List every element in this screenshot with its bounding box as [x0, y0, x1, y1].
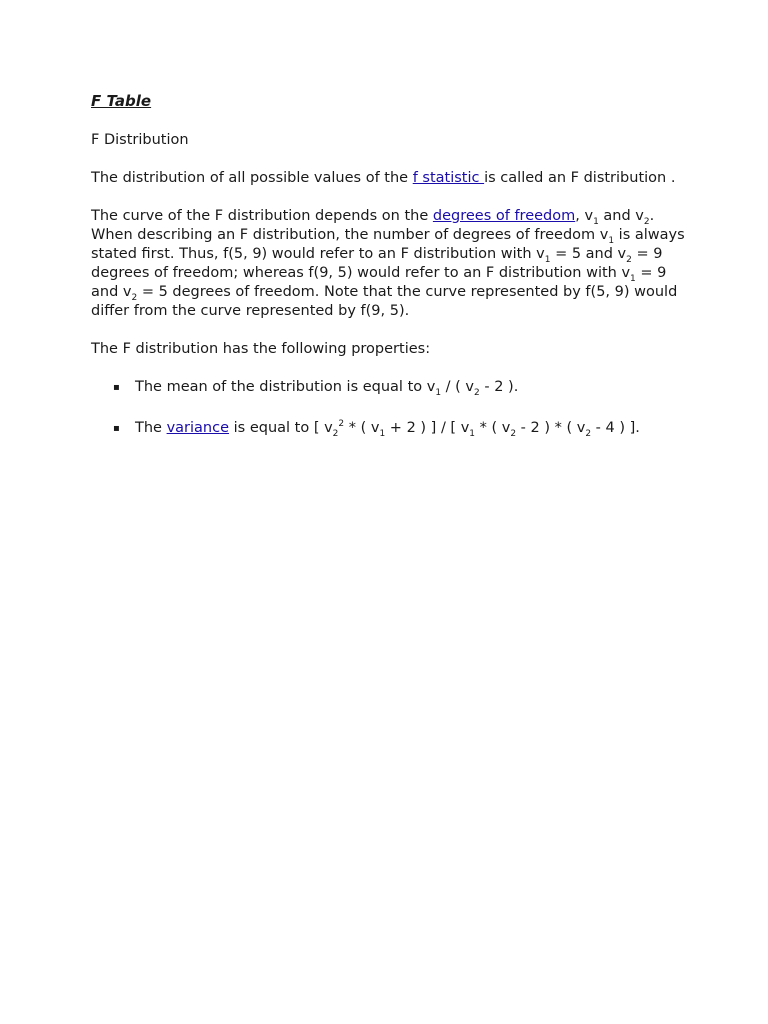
page-title: F Table [91, 92, 152, 110]
document-body [91, 92, 691, 460]
curve-paragraph: The curve of the F distribution depends on the degrees of freedom, $v_1$ and $v_2$. When describing an F distribution, the number of degrees of freedom $v_1$ is always stated first. Thus, f(5, 9) would refer to an F distribution with $v_1 = 5$ and $v_2 = 9$ degrees of freedom; whereas f(9, 5) would refer to an F distribution with $v_1 = 9$ and $v_2 = 5$ degrees of freedom. Note that the curve represented by f(5, 9) would differ from the curve represented by f(9, 5). [91, 208, 685, 319]
f-statistic-link[interactable]: f statistic [412, 170, 485, 186]
section-heading: F Distribution [91, 132, 189, 148]
bullet-icon: ▪ [113, 423, 120, 434]
intro-paragraph: The distribution of all possible values of the f statistic is called an F distribution . [91, 170, 676, 186]
list-item-mean: ▪ The mean of the distribution is equal to $v_1$ / ( $v_2 - 2$ ). [113, 379, 519, 398]
bullet-icon: ▪ [113, 382, 120, 393]
properties-list [91, 378, 691, 438]
list-item-variance: ▪ The variance is equal to [ $v_2^2$ * ( $v_1 + 2$ ) ] / [ $v_1$ * ( $v_2 - 2$ ) * ( $v_2 - 4$ ) ]. [113, 419, 640, 439]
degrees-of-freedom-link[interactable]: degrees of freedom [432, 208, 576, 224]
properties-intro: The F distribution has the following properties: [91, 341, 431, 357]
variance-link[interactable]: variance [166, 420, 230, 436]
